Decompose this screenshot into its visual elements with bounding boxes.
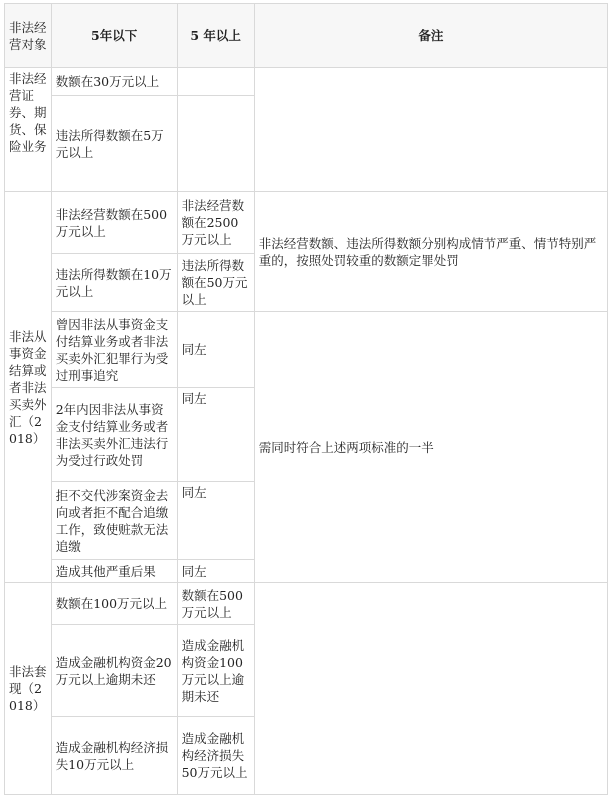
cell-below: 造成其他严重后果 — [51, 560, 177, 583]
cell-above: 违法所得数额在50万元以上 — [177, 254, 254, 312]
cell-below: 数额在30万元以上 — [51, 68, 177, 96]
header-note: 备注 — [254, 4, 607, 68]
cell-above: 同左 — [177, 312, 254, 388]
cell-above: 同左 — [177, 560, 254, 583]
cell-above: 造成金融机构经济损失50万元以上 — [177, 717, 254, 795]
cell-above: 同左 — [177, 388, 254, 482]
cell-above: 数额在500万元以上 — [177, 583, 254, 625]
cell-above: 造成金融机构资金100万元以上逾期未还 — [177, 625, 254, 717]
cell-below: 数额在100万元以上 — [51, 583, 177, 625]
group-label-securities: 非法经营证券、期货、保险业务 — [5, 68, 52, 192]
cell-above: 同左 — [177, 482, 254, 560]
note-cell-amounts: 非法经营数额、违法所得数额分别构成情节严重、情节特别严重的，按照处罚较重的数额定罪处罚 — [254, 192, 607, 312]
group-label-payment: 非法从事资金结算或者非法买卖外汇（2018） — [5, 192, 52, 583]
table-row — [5, 312, 608, 388]
table-row — [5, 583, 608, 625]
cell-below: 2年内因非法从事资金支付结算业务或者非法买卖外汇违法行为受过行政处罚 — [51, 388, 177, 482]
cell-above — [177, 96, 254, 192]
cell-below: 造成金融机构资金20万元以上逾期未还 — [51, 625, 177, 717]
cell-below: 非法经营数额在500万元以上 — [51, 192, 177, 254]
note-cell-half: 需同时符合上述两项标准的一半 — [254, 312, 607, 583]
note-cell-empty — [254, 583, 607, 795]
cell-below: 拒不交代涉案资金去向或者拒不配合追缴工作，致使赃款无法追缴 — [51, 482, 177, 560]
table-row — [5, 192, 608, 254]
header-above-5-years: 5 年以上 — [177, 4, 254, 68]
penalty-standards-table — [4, 3, 608, 795]
cell-below: 造成金融机构经济损失10万元以上 — [51, 717, 177, 795]
cell-above — [177, 68, 254, 96]
header-below-5-years: 5年以下 — [51, 4, 177, 68]
cell-below: 违法所得数额在5万元以上 — [51, 96, 177, 192]
table-row — [5, 68, 608, 96]
cell-above: 非法经营数额在2500万元以上 — [177, 192, 254, 254]
header-object: 非法经营对象 — [5, 4, 52, 68]
group-label-cashout: 非法套现（2018） — [5, 583, 52, 795]
header-row — [5, 4, 608, 68]
cell-below: 违法所得数额在10万元以上 — [51, 254, 177, 312]
cell-below: 曾因非法从事资金支付结算业务或者非法买卖外汇犯罪行为受过刑事追究 — [51, 312, 177, 388]
note-cell-empty — [254, 68, 607, 192]
